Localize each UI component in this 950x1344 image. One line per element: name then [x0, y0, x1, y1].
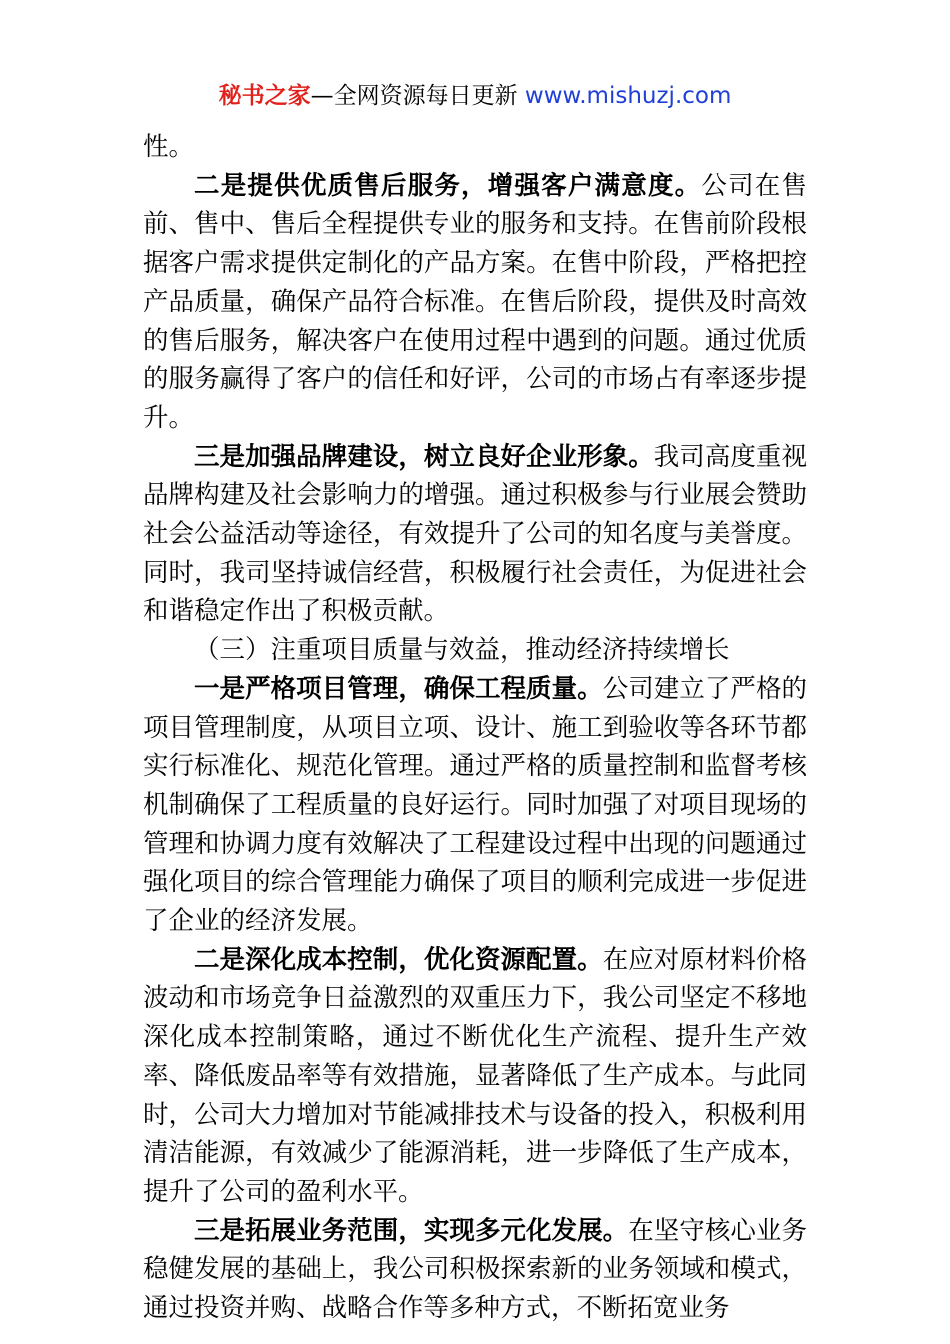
document-body — [143, 128, 807, 1328]
paragraph-text: 性。 — [143, 132, 195, 162]
paragraph-lead: 三是拓展业务范围，实现多元化发展。 — [194, 1215, 629, 1246]
section-heading-text: （三）注重项目质量与效益，推动经济持续增长 — [194, 635, 730, 666]
header-tagline: —全网资源每日更新 — [310, 83, 518, 109]
paragraph-lead: 二是深化成本控制，优化资源配置。 — [194, 944, 603, 975]
paragraph-text: 在应对原材料价格波动和市场竞争日益激烈的双重压力下，我公司坚定不移地深化成本控制策略，通过不断优化生产流程、提升生产效率、降低废品率等有效措施，显著降低了生产成本。与此同时，公司大力增加对节能减排技术与设备的投入，积极利用清洁能源，有效减少了能源消耗，进一步降低了生产成本，提升了公司的盈利水平。 — [143, 944, 807, 1207]
paragraph-continuation — [143, 128, 807, 167]
paragraph-text: 在坚守核心业务稳健发展的基础上，我公司积极探索新的业务领域和模式，通过投资并购、战略合作等多种方式，不断拓宽业务 — [143, 1215, 807, 1324]
paragraph — [143, 670, 807, 941]
paragraph — [143, 167, 807, 438]
section-heading — [143, 631, 807, 670]
paragraph-lead: 一是严格项目管理，确保工程质量。 — [194, 673, 603, 704]
paragraph-lead: 二是提供优质售后服务，增强客户满意度。 — [194, 170, 702, 201]
header-url-link[interactable]: www.mishuzj.com — [524, 83, 732, 109]
page-header — [0, 78, 950, 114]
paragraph-lead: 三是加强品牌建设，树立良好企业形象。 — [194, 441, 654, 472]
paragraph-text: 公司在售前、售中、售后全程提供专业的服务和支持。在售前阶段根据客户需求提供定制化的产品方案。在售中阶段，严格把控产品质量，确保产品符合标准。在售后阶段，提供及时高效的售后服务，解决客户在使用过程中遇到的问题。通过优质的服务赢得了客户的信任和好评，公司的市场占有率逐步提升。 — [143, 170, 807, 433]
paragraph-text: 公司建立了严格的项目管理制度，从项目立项、设计、施工到验收等各环节都实行标准化、规范化管理。通过严格的质量控制和监督考核机制确保了工程质量的良好运行。同时加强了对项目现场的管理和协调力度有效解决了工程建设过程中出现的问题通过强化项目的综合管理能力确保了项目的顺利完成进一步促进了企业的经济发展。 — [143, 673, 807, 937]
paragraph-text: 我司高度重视品牌构建及社会影响力的增强。通过积极参与行业展会赞助社会公益活动等途径，有效提升了公司的知名度与美誉度。同时，我司坚持诚信经营，积极履行社会责任，为促进社会和谐稳定作出了积极贡献。 — [143, 441, 807, 627]
header-brand: 秘书之家 — [218, 83, 311, 109]
paragraph — [143, 1212, 807, 1328]
paragraph — [143, 941, 807, 1212]
paragraph — [143, 438, 807, 632]
